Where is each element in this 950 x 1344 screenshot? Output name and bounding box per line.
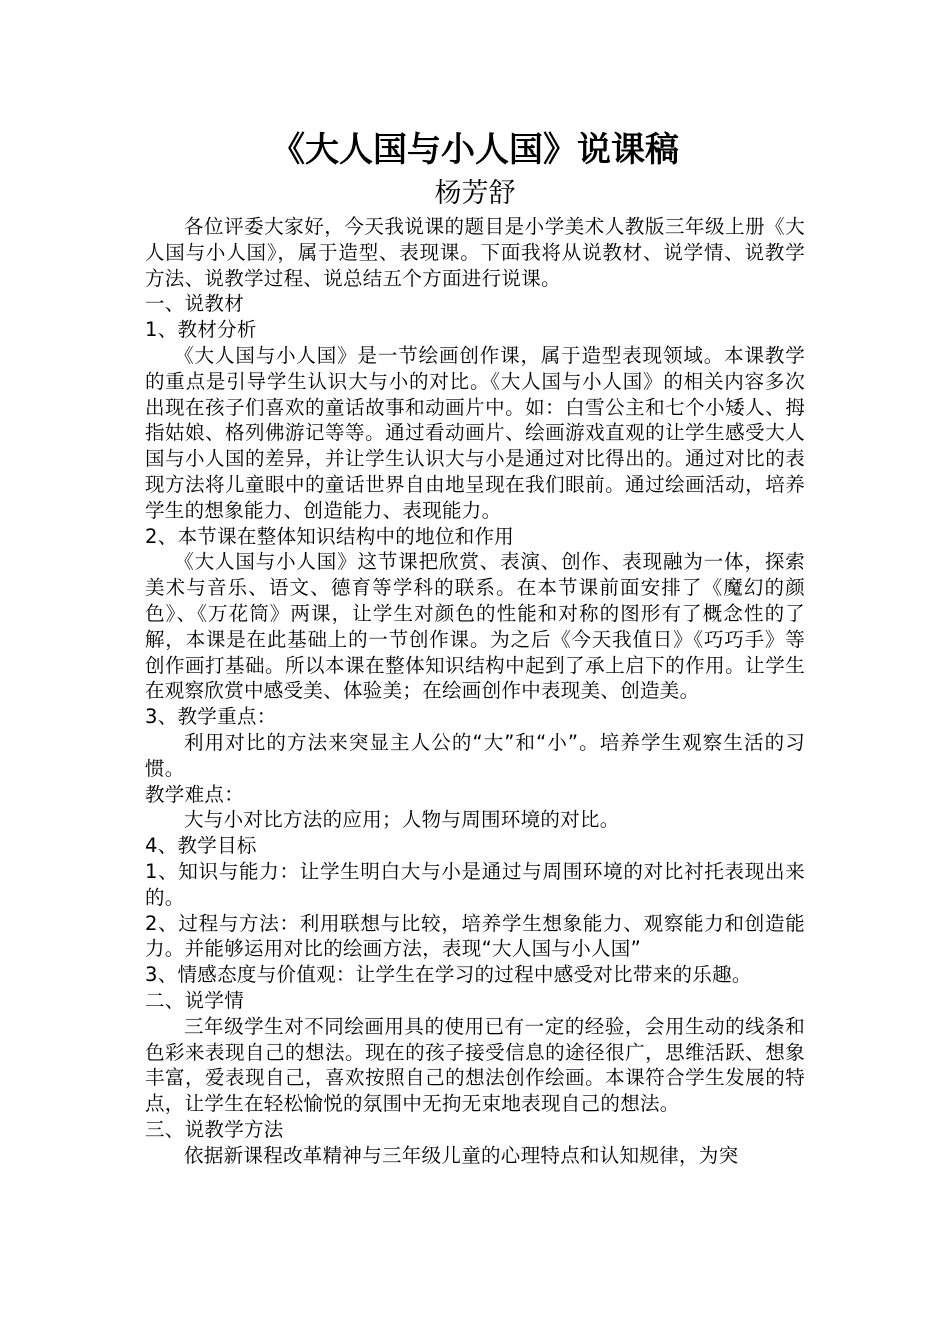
document-author: 杨芳舒	[434, 178, 516, 209]
body-paragraph: 三年级学生对不同绘画用具的使用已有一定的经验，会用生动的线条和色彩来表现自己的想法。现在的孩子接受信息的途径很广，思维活跃、想象丰富，爱表现自己，喜欢按照自己的想法创作绘画。本课符合学生发展的特点，让学生在轻松愉悦的氛围中无拘无束地表现自己的想法。	[145, 1014, 805, 1116]
body-paragraph: 3、情感态度与价值观：让学生在学习的过程中感受对比带来的乐趣。	[145, 963, 752, 987]
body-paragraph: 2、过程与方法：利用联想与比较，培养学生想象能力、观察能力和创造能力。并能够运用对比的绘画方法，表现“大人国与小人国”	[145, 911, 805, 961]
section-heading: 1、教材分析	[145, 318, 257, 342]
section-heading: 二、说学情	[145, 988, 245, 1012]
body-paragraph: 依据新课程改革精神与三年级儿童的心理特点和认知规律，为突	[184, 1143, 739, 1167]
section-heading: 3、教学重点：	[145, 705, 277, 729]
document-title: 《大人国与小人国》说课稿	[271, 130, 679, 170]
section-heading: 4、教学目标	[145, 834, 257, 858]
body-paragraph: 《大人国与小人国》是一节绘画创作课，属于造型表现领域。本课教学的重点是引导学生认识大与小的对比。《大人国与小人国》的相关内容多次出现在孩子们喜欢的童话故事和动画片中。如：白雪公主和七个小矮人、拇指姑娘、格列佛游记等等。通过看动画片、绘画游戏直观的让学生感受大人国与小人国的差异，并让学生认识大与小是通过对比得出的。通过对比的表现方法将儿童眼中的童话世界自由地呈现在我们眼前。通过绘画活动，培养学生的想象能力、创造能力、表现能力。	[145, 343, 805, 522]
body-paragraph: 利用对比的方法来突显主人公的“大”和“小”。培养学生观察生活的习惯。	[145, 730, 805, 780]
body-paragraph: 《大人国与小人国》这节课把欣赏、表演、创作、表现融为一体，探索美术与音乐、语文、德育等学科的联系。在本节课前面安排了《魔幻的颜色》、《万花筒》两课，让学生对颜色的性能和对称的图形有了概念性的了解，本课是在此基础上的一节创作课。为之后《今天我值日》《巧巧手》等创作画打基础。所以本课在整体知识结构中起到了承上启下的作用。让学生在观察欣赏中感受美、体验美；在绘画创作中表现美、创造美。	[145, 550, 805, 703]
body-paragraph: 1、知识与能力：让学生明白大与小是通过与周围环境的对比衬托表现出来的。	[145, 859, 805, 909]
body-paragraph: 大与小对比方法的应用；人物与周围环境的对比。	[184, 808, 620, 832]
section-heading: 教学难点：	[145, 782, 245, 806]
body-paragraph: 各位评委大家好，今天我说课的题目是小学美术人教版三年级上册《大人国与小人国》，属于造型、表现课。下面我将从说教材、说学情、说教学方法、说教学过程、说总结五个方面进行说课。	[145, 215, 805, 290]
document-body	[145, 214, 805, 1168]
section-heading: 2、本节课在整体知识结构中的地位和作用	[145, 524, 515, 548]
section-heading: 一、说教材	[145, 292, 245, 316]
section-heading: 三、说教学方法	[145, 1117, 284, 1141]
